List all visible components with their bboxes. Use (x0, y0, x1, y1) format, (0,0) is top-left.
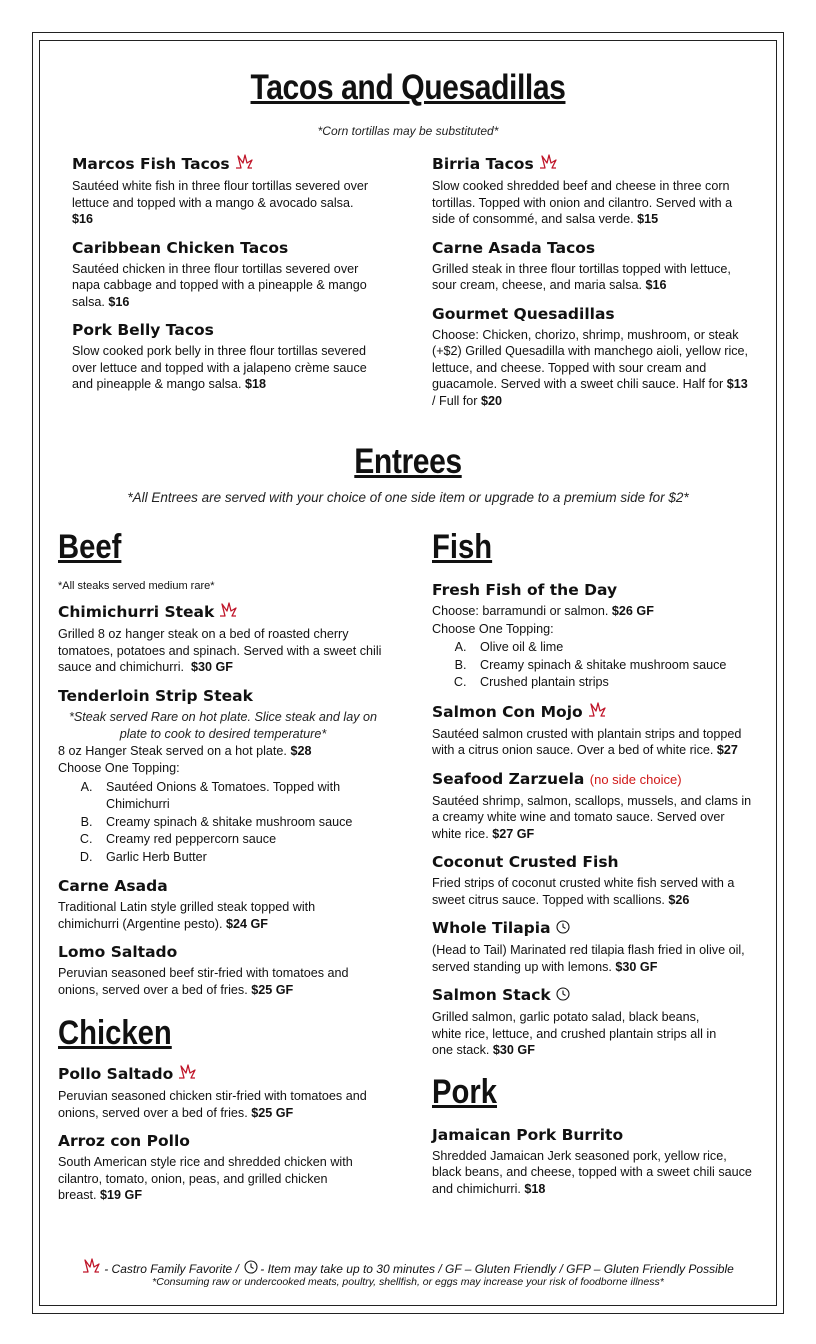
item-price: $18 (244, 377, 266, 391)
entrees-title: Entrees (354, 442, 462, 481)
item-desc: Sautéed white fish in three flour tortillas severed over lettuce and topped with a mango & avocado salsa. (72, 179, 369, 210)
item-name: Tenderloin Strip Steak (58, 686, 253, 705)
item-name: Fresh Fish of the Day (432, 581, 618, 599)
menu-item-tenderloin-strip-steak (58, 686, 388, 867)
entrees-title-wrap (40, 442, 776, 482)
topping-option: B. Creamy spinach & shitake mushroom sauce (96, 814, 388, 832)
item-name: Salmon Stack (432, 986, 551, 1004)
item-desc: Choose: barramundi or salmon. (432, 604, 609, 618)
menu-item-fresh-fish (432, 580, 757, 692)
item-name: Salmon Con Mojo (432, 702, 583, 721)
tacos-note: *Corn tortillas may be substituted* (317, 124, 499, 138)
pork-section-title: Pork (432, 1072, 498, 1111)
hand-heart-icon (219, 602, 237, 623)
item-name: Seafood Zarzuela (432, 769, 585, 788)
chicken-section-title: Chicken (58, 1014, 172, 1052)
menu-item-lomo-saltado (58, 942, 388, 998)
tacos-section-title: Tacos and Quesadillas (250, 68, 566, 107)
item-desc: Fried strips of coconut crusted white fish served with a sweet citrus sauce. Topped with scallions. (432, 876, 735, 907)
item-name: Pork Belly Tacos (72, 321, 214, 339)
menu-item-birria-tacos (432, 154, 752, 228)
item-price: $30 GF (492, 1043, 535, 1057)
item-name: Lomo Saltado (58, 943, 178, 961)
clock-icon (556, 986, 570, 1006)
item-price: $27 GF (492, 826, 535, 841)
tacos-section-title-wrap (40, 68, 776, 108)
menu-item-seafood-zarzuela (432, 769, 757, 843)
legend-favorite-text: - Castro Family Favorite / (104, 1262, 239, 1276)
item-desc: Traditional Latin style grilled steak topped with chimichurri (Argentine pesto). (58, 900, 316, 931)
item-price-half: $13 (726, 377, 748, 391)
item-price: $25 GF (251, 1105, 294, 1120)
hand-heart-icon (82, 1258, 100, 1277)
item-price: $24 GF (225, 916, 268, 931)
menu-item-coconut-crusted-fish (432, 852, 757, 908)
menu-item-salmon-con-mojo (432, 702, 757, 759)
choose-topping-label: Choose One Topping: (58, 761, 180, 775)
topping-option: A. Olive oil & lime (470, 639, 757, 657)
item-name: Marcos Fish Tacos (72, 155, 230, 173)
item-price: $26 (668, 892, 690, 907)
hand-heart-icon (588, 702, 606, 723)
topping-option: C. Crushed plantain strips (470, 674, 757, 692)
hand-heart-icon (539, 154, 557, 175)
foodborne-warning: *Consuming raw or undercooked meats, poultry, shellfish, or eggs may increase your risk of foodborne illness* (152, 1276, 664, 1288)
entrees-note: *All Entrees are served with your choice of one side item or upgrade to a premium side for $2* (127, 490, 689, 505)
clock-icon (556, 919, 570, 939)
item-price: $28 (290, 743, 312, 758)
menu-item-pork-belly-tacos (72, 320, 372, 393)
right-entree-column (432, 528, 757, 1197)
menu-item-carne-asada (58, 876, 388, 932)
item-price: $16 (72, 212, 94, 226)
item-name: Gourmet Quesadillas (432, 304, 615, 323)
item-name: Arroz con Pollo (58, 1132, 190, 1150)
item-price: $16 (645, 278, 667, 292)
choose-topping-label: Choose One Topping: (432, 621, 554, 636)
item-name: Coconut Crusted Fish (432, 853, 619, 871)
tenderloin-note: *Steak served Rare on hot plate. Slice steak and lay on plate to cook to desired temperature* (68, 709, 378, 741)
item-desc: Peruvian seasoned beef stir-fried with tomatoes and onions, served over a bed of fries. (58, 966, 349, 997)
price-separator: / Full for (432, 393, 478, 408)
item-desc: Choose: Chicken, chorizo, shrimp, mushroom, or steak (+$2) Grilled Quesadilla with manchego aioli, yellow rice, lettuce, and cheese. Topped with sour cream and guacamole. Served with a sweet chili sauce. Half for (432, 327, 749, 391)
menu-item-arroz-con-pollo (58, 1131, 388, 1204)
menu-item-carne-asada-tacos (432, 238, 752, 294)
item-desc: South American style rice and shredded chicken with cilantro, tomato, onion, peas, and grilled chicken breast. (58, 1155, 353, 1202)
item-price: $26 GF (611, 604, 654, 618)
item-desc: 8 oz Hanger Steak served on a hot plate. (58, 743, 287, 758)
topping-option: B. Creamy spinach & shitake mushroom sauce (470, 657, 757, 675)
legend-time-text: - Item may take up to 30 minutes / GF – Gluten Friendly / GFP – Gluten Friendly Possible (260, 1262, 734, 1276)
item-desc: Grilled 8 oz hanger steak on a bed of roasted cherry tomatoes, potatoes and spinach. Served with a sweet chili sauce and chimichurri. (58, 627, 382, 674)
item-price: $25 GF (251, 982, 294, 997)
item-price: $27 (716, 743, 738, 757)
tacos-left-column (72, 154, 372, 393)
menu-item-whole-tilapia (432, 918, 757, 975)
topping-option: C. Creamy red peppercorn sauce (96, 831, 388, 849)
menu-item-pollo-saltado (58, 1064, 388, 1121)
item-desc: Peruvian seasoned chicken stir-fried with tomatoes and onions, served over a bed of fries. (58, 1089, 367, 1120)
topping-option: D. Garlic Herb Butter (96, 849, 388, 867)
item-name: Pollo Saltado (58, 1065, 174, 1083)
tacos-right-column (432, 154, 752, 409)
topping-option: A. Sautéed Onions & Tomatoes. Topped with Chimichurri (96, 779, 388, 814)
beef-section-title: Beef (58, 528, 122, 566)
item-price: $15 (637, 212, 659, 226)
menu-item-jamaican-pork-burrito (432, 1125, 757, 1198)
item-desc: Sautéed shrimp, salmon, scallops, mussels, and clams in a creamy white wine and tomato sauce. Served over white rice. (432, 793, 752, 841)
topping-options (58, 779, 388, 867)
clock-icon (244, 1260, 258, 1277)
beef-note: *All steaks served medium rare* (58, 580, 215, 592)
item-price: $19 GF (100, 1188, 143, 1202)
item-name: Jamaican Pork Burrito (432, 1125, 624, 1144)
item-name: Whole Tilapia (432, 919, 551, 937)
hand-heart-icon (178, 1064, 196, 1085)
item-price: $30 GF (191, 660, 233, 674)
topping-options (432, 639, 757, 692)
item-desc: Slow cooked pork belly in three flour tortillas severed over lettuce and topped with a jalapeno crème sauce and pineapple & mango salsa. (72, 344, 367, 391)
item-desc: Slow cooked shredded beef and cheese in three corn tortillas. Topped with onion and cilantro. Served with a side of consommé, and salsa verde. (432, 179, 733, 226)
item-price: $30 GF (615, 959, 658, 974)
item-price-full: $20 (481, 393, 503, 408)
item-name: Carne Asada (58, 877, 168, 895)
menu-item-gourmet-quesadillas (432, 304, 752, 410)
menu-item-salmon-stack (432, 985, 757, 1059)
item-name: Chimichurri Steak (58, 603, 215, 621)
menu-item-caribbean-chicken-tacos (72, 238, 372, 311)
item-desc: Grilled salmon, garlic potato salad, black beans, white rice, lettuce, and crushed plantain strips all in one stack. (432, 1010, 717, 1057)
item-desc: Shredded Jamaican Jerk seasoned pork, yellow rice, black beans, and cheese, topped with a sweet chili sauce and chimichurri. (432, 1148, 752, 1196)
item-desc: Sautéed salmon crusted with plantain strips and topped with a citrus onion sauce. Over a bed of white rice. (432, 726, 742, 757)
item-name: Birria Tacos (432, 155, 534, 173)
hand-heart-icon (235, 154, 253, 175)
item-name: Carne Asada Tacos (432, 238, 596, 257)
left-entree-column (58, 528, 388, 1204)
item-name: Caribbean Chicken Tacos (72, 238, 289, 257)
item-price: $18 (524, 1181, 546, 1196)
item-desc: Grilled steak in three flour tortillas topped with lettuce, sour cream, cheese, and maria salsa. (432, 261, 731, 292)
legend-line (40, 1258, 776, 1277)
item-desc: (Head to Tail) Marinated red tilapia flash fried in olive oil, served standing up with lemons. (432, 943, 745, 974)
item-price: $16 (108, 294, 130, 309)
menu-item-chimichurri-steak (58, 602, 388, 676)
fish-section-title: Fish (432, 528, 493, 566)
item-desc: Sautéed chicken in three flour tortillas severed over napa cabbage and topped with a pineapple & mango salsa. (72, 261, 367, 309)
menu-item-marcos-fish-tacos (72, 154, 372, 228)
no-side-note: (no side choice) (589, 771, 682, 787)
